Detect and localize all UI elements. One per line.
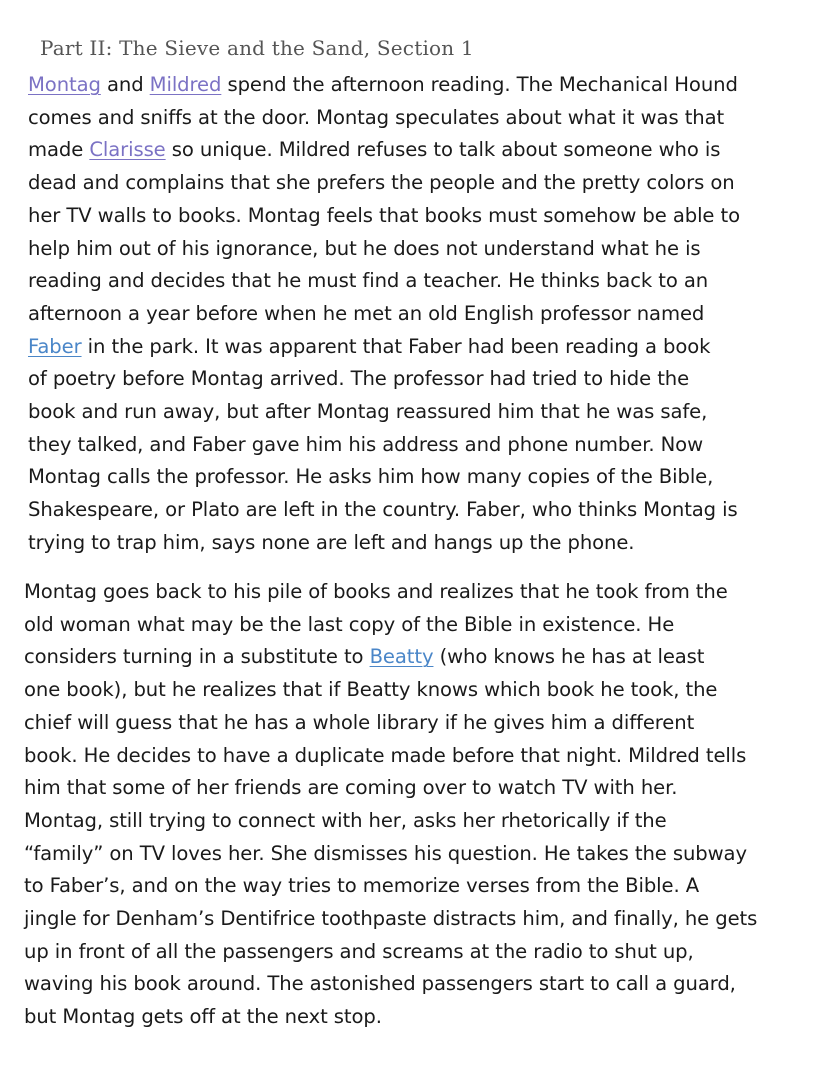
text-line: waving his book around. The astonished passengers start to call a guard,: [24, 972, 736, 996]
text-span: so unique. Mildred refuses to talk about someone who is: [165, 138, 721, 162]
paragraph-2: [24, 576, 814, 1034]
text-line: [24, 641, 814, 674]
character-link-montag[interactable]: Montag: [28, 73, 101, 96]
text-span: spend the afternoon reading. The Mechanical Hound: [221, 73, 738, 96]
text-span: and: [100, 73, 150, 96]
paragraph-1: [28, 69, 808, 560]
text-line: [28, 69, 808, 102]
character-link-faber[interactable]: Faber: [28, 334, 82, 358]
text-span: (who knows he has at least: [433, 645, 705, 669]
text-line: her TV walls to books. Montag feels that books must somehow be able to: [28, 203, 740, 227]
text-line: dead and complains that she prefers the people and the pretty colors on: [28, 171, 735, 195]
text-line: but Montag gets off at the next stop.: [24, 1005, 382, 1029]
text-line: him that some of her friends are coming over to watch TV with her.: [24, 776, 678, 800]
character-link-mildred[interactable]: Mildred: [149, 73, 222, 96]
text-line: book. He decides to have a duplicate made before that night. Mildred tells: [24, 743, 747, 767]
text-line: Montag calls the professor. He asks him how many copies of the Bible,: [28, 465, 714, 489]
text-line: trying to trap him, says none are left and hangs up the phone.: [28, 530, 635, 554]
text-line: of poetry before Montag arrived. The professor had tried to hide the: [28, 367, 690, 391]
text-line: Montag goes back to his pile of books and realizes that he took from the: [24, 580, 728, 603]
text-line: chief will guess that he has a whole library if he gives him a different: [24, 710, 695, 734]
text-line: comes and sniffs at the door. Montag speculates about what it was that: [28, 105, 725, 129]
text-line: book and run away, but after Montag reassured him that he was safe,: [28, 400, 708, 424]
character-link-beatty[interactable]: Beatty: [369, 645, 434, 669]
text-line: reading and decides that he must find a teacher. He thinks back to an: [28, 269, 709, 293]
text-line: [28, 331, 808, 364]
character-link-clarisse[interactable]: Clarisse: [89, 138, 166, 162]
text-line: afternoon a year before when he met an old English professor named: [28, 301, 705, 325]
text-line: [28, 134, 808, 167]
text-line: one book), but he realizes that if Beatty knows which book he took, the: [24, 678, 718, 702]
text-span: considers turning in a substitute to: [24, 645, 370, 669]
section-title: Part II: The Sieve and the Sand, Section 1: [40, 36, 474, 60]
text-line: help him out of his ignorance, but he does not understand what he is: [28, 236, 701, 260]
text-span: in the park. It was apparent that Faber had been reading a book: [81, 334, 711, 358]
text-line: they talked, and Faber gave him his address and phone number. Now: [28, 432, 703, 456]
text-line: to Faber’s, and on the way tries to memorize verses from the Bible. A: [24, 874, 700, 898]
text-line: jingle for Denham’s Dentifrice toothpaste distracts him, and finally, he gets: [24, 907, 758, 931]
text-line: old woman what may be the last copy of the Bible in existence. He: [24, 612, 675, 636]
text-span: made: [28, 138, 90, 162]
text-line: up in front of all the passengers and screams at the radio to shut up,: [24, 939, 694, 963]
text-line: Shakespeare, or Plato are left in the country. Faber, who thinks Montag is: [28, 498, 738, 522]
text-line: Montag, still trying to connect with her, asks her rhetorically if the: [24, 808, 667, 832]
text-line: “family” on TV loves her. She dismisses his question. He takes the subway: [24, 841, 747, 865]
